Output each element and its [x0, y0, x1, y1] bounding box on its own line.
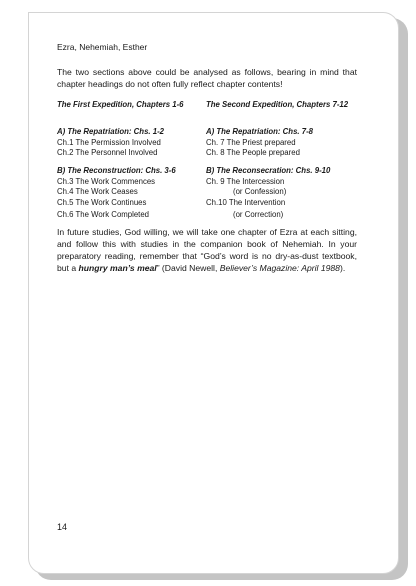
second-expedition-heading: The Second Expedition, Chapters 7-12: [206, 100, 349, 109]
list-item: Ch.5 The Work Continues: [57, 197, 147, 207]
first-reconstruction-section: [57, 166, 176, 221]
first-repatriation-title: A) The Repatriation: Chs. 1-2: [57, 127, 165, 136]
list-item: Ch. 8 The People prepared: [206, 148, 300, 157]
list-item: Ch.1 The Permission Involved: [57, 137, 161, 147]
list-item: Ch.2 The Personnel Involved: [57, 148, 158, 157]
list-item: Ch.10 The Intervention: [206, 197, 286, 207]
list-item: (or Confession): [233, 187, 287, 196]
second-reconsecration-title: B) The Reconsecration: Chs. 9-10: [206, 166, 331, 175]
running-header: Ezra, Nehemiah, Esther: [57, 42, 148, 52]
page-number: 14: [57, 522, 68, 532]
closing-text-2: ” (David Newell,: [156, 263, 220, 273]
closing-paragraph: [57, 226, 357, 274]
list-item: Ch.3 The Work Commences: [57, 176, 156, 186]
list-item: Ch. 9 The Intercession: [206, 176, 285, 186]
closing-text-3: ).: [339, 263, 346, 273]
first-repatriation-section: [57, 127, 164, 159]
second-repatriation-section: [206, 127, 313, 159]
second-reconsecration-section: [206, 166, 330, 221]
list-item: Ch.4 The Work Ceases: [57, 187, 138, 196]
second-repatriation-title: A) The Repatriation: Chs. 7-8: [206, 127, 314, 136]
list-item: Ch.6 The Work Completed: [57, 210, 150, 219]
list-item: Ch. 7 The Priest prepared: [206, 137, 296, 147]
first-expedition-heading: The First Expedition, Chapters 1-6: [57, 100, 184, 109]
citation-source: Believer’s Magazine: April 1988: [219, 263, 340, 273]
list-item: (or Correction): [233, 210, 284, 219]
closing-text-1: In future studies, God willing, we will take one chapter of Ezra at each sitting, and follow this with studies in the companion book of Nehemiah. In your preparatory reading, remember that “God’s word is no dry-as-dust textbook, but a: [57, 227, 357, 273]
intro-paragraph: The two sections above could be analysed as follows, bearing in mind that chapter headings do not often fully reflect chapter contents!: [57, 67, 357, 89]
page-sheet: [28, 12, 399, 574]
first-reconstruction-title: B) The Reconstruction: Chs. 3-6: [57, 166, 176, 175]
closing-emphasis: hungry man’s meal: [78, 263, 157, 273]
